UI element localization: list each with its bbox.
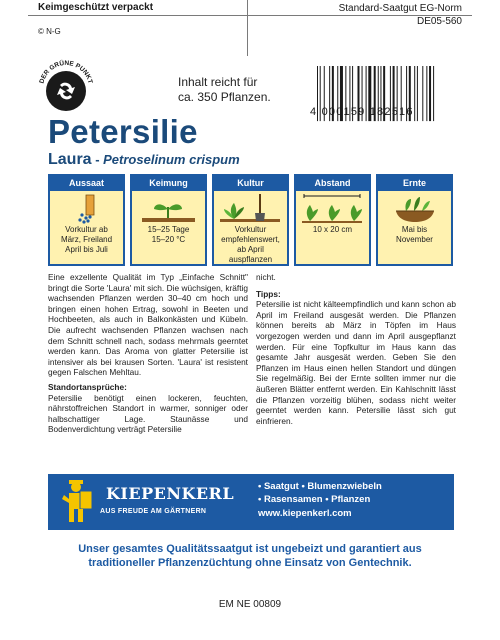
- info-box-text: [132, 225, 205, 245]
- info-box-text: [50, 225, 123, 255]
- info-line: auspflanzen: [228, 255, 273, 264]
- barcode-bar: [417, 66, 418, 121]
- brand-line2: • Rasensamen • Pflanzen: [258, 494, 371, 505]
- location-heading: Standortansprüche:: [48, 381, 127, 392]
- content-note-line2: ca. 350 Pflanzen.: [178, 90, 271, 104]
- product-code: EM NE 00809: [218, 599, 282, 610]
- copyright-note: © N-G: [38, 27, 61, 36]
- barcode-bar: [426, 66, 427, 121]
- content-note-line1: Inhalt reicht für: [178, 75, 258, 89]
- info-box-culture: [212, 174, 289, 266]
- info-box-header: Keimung: [132, 176, 205, 191]
- info-line: 15–25 Tage: [147, 225, 190, 234]
- seed-standard: [339, 2, 462, 28]
- left-text-column: [48, 272, 248, 435]
- variety-name: Laura: [48, 151, 92, 168]
- subtitle-dash: -: [91, 152, 104, 167]
- info-line: Mai bis: [401, 225, 428, 234]
- kiepenkerl-figure-icon: [54, 479, 100, 525]
- green-dot-logo: [33, 55, 99, 121]
- brand-claim: AUS FREUDE AM GÄRTNERN: [100, 508, 207, 515]
- top-info-strip: [28, 0, 472, 56]
- seed-standard-label: Standard-Saatgut EG-Norm: [338, 3, 462, 14]
- info-box-header: Ernte: [378, 176, 451, 191]
- info-line: März, Freiland: [60, 235, 113, 244]
- info-line: 10 x 20 cm: [312, 225, 353, 234]
- info-line: Vorkultur ab: [65, 225, 108, 234]
- sprout-icon: [132, 191, 205, 225]
- planting-icon: [214, 191, 287, 225]
- barcode-bar: [429, 66, 431, 121]
- brand-name: KIEPENKERL: [106, 484, 235, 503]
- info-box-spacing: [294, 174, 371, 266]
- product-subtitle: [48, 151, 240, 169]
- location-text: Petersilie benötigt einen lockeren, feuchten, nährstoffreichen Standort in warmer, sonniger oder halbschattiger Lage. Staunässe und Bodenverdichtung verträgt Petersilie: [48, 392, 248, 435]
- guarantee-line2: traditioneller Pflanzenzüchtung ohne Einsatz von Gentechnik.: [88, 557, 412, 569]
- info-box-harvest: [376, 174, 453, 266]
- info-line: ab April: [237, 245, 264, 254]
- right-text-column: [256, 272, 456, 426]
- info-line: Vorkultur: [234, 225, 267, 234]
- continuation-text: nicht.: [256, 272, 276, 282]
- info-line: empfehlenswert,: [221, 235, 280, 244]
- seed-standard-code: DE05-560: [416, 16, 462, 27]
- tips-heading: Tipps:: [256, 288, 281, 299]
- brand-banner: [48, 474, 454, 530]
- barcode-bar: [422, 66, 423, 121]
- product-title: Petersilie: [48, 113, 198, 150]
- barcode-bar: [433, 66, 434, 121]
- green-dot-text: DER GRÜNE PUNKT: [38, 59, 94, 85]
- info-box-header: Kultur: [214, 176, 287, 191]
- info-line: 15–20 °C: [151, 235, 186, 244]
- seeds-icon: [50, 191, 123, 225]
- info-box-germination: [130, 174, 207, 266]
- brand-product-list: [258, 480, 382, 520]
- quality-guarantee: [40, 542, 460, 570]
- tips-text: Petersilie ist nicht kälteempfindlich und kann schon ab April im Freiland ausgesät werden. Die Pflanzen können bereits ab März in Töpfen im Haus vorgezogen werden und dann im April ausgepflanzt werden. Für eine Topfkultur im Haus kann das gesamte Jahr ausgesät werden. Geben Sie den Pflanzen im Haus einen hellen Standort und düngen Sie regelmäßig. Bei der Ernte sollten immer nur die äußeren Blätter entfernt werden. Ein Kahlschnitt lässt die Pflanzen vorzeitig blühen, sodass nicht weiter geerntet werden kann. Petersilie lässt sich gut einfrieren.: [256, 299, 456, 426]
- spacing-icon: [296, 191, 369, 225]
- info-line: November: [396, 235, 433, 244]
- info-line: April bis Juli: [65, 245, 108, 254]
- barcode-bar: [414, 66, 415, 121]
- info-box-header: Aussaat: [50, 176, 123, 191]
- info-box-text: [296, 225, 369, 235]
- packaging-note: Keimgeschützt verpackt: [38, 2, 154, 13]
- brand-line1: • Saatgut • Blumenzwiebeln: [258, 481, 382, 492]
- guarantee-line1: Unser gesamtes Qualitätssaatgut ist ungebeizt und garantiert aus: [78, 543, 422, 555]
- info-box-header: Abstand: [296, 176, 369, 191]
- info-box-sowing: [48, 174, 125, 266]
- info-box-text: [378, 225, 451, 245]
- brand-url: www.kiepenkerl.com: [258, 508, 352, 519]
- barcode-number: 4 000159 182516: [310, 106, 414, 118]
- latin-name: Petroselinum crispum: [103, 152, 240, 167]
- harvest-bowl-icon: [378, 191, 451, 225]
- divider-vertical: [247, 0, 248, 56]
- info-box-text: [214, 225, 287, 265]
- description-text: Eine exzellente Qualität im Typ „Einfache Schnitt" bringt die Sorte 'Laura' mit sich. Die wüchsigen, kräftig wachsenden Pflanzen werden 30–40 cm hoch und bringen einen hohen Ertrag, sowohl in Beeten und Hochbeeten, als auch in Balkonkästen und Kübeln. Die aufrecht wachsenden Pflanzen wachsen nach dem Schnitt schnell nach, sodass mehrmals geerntet werden kann. Das Aroma von glatter Petersilie ist intensiver als bei krausen Sorten. 'Laura' ist resistent gegen Falschen Mehltau.: [48, 272, 248, 378]
- content-note: [178, 75, 271, 105]
